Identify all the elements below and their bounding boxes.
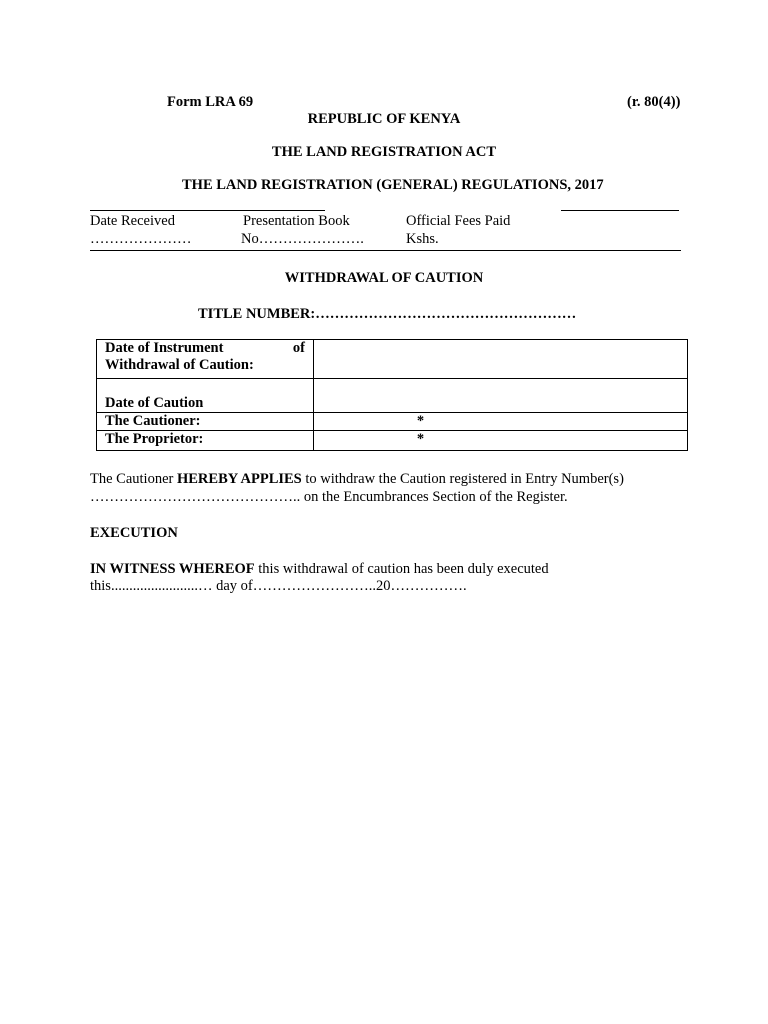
- form-number: Form LRA 69: [167, 94, 254, 110]
- title-number-field: TITLE NUMBER:………………………………………………: [198, 306, 577, 322]
- instrument-date-value-cell: [314, 340, 688, 379]
- form-title: WITHDRAWAL OF CAUTION: [284, 270, 484, 286]
- top-rule-right: [561, 210, 679, 211]
- application-paragraph-line2: …………………………………….. on the Encumbrances Section of the Register.: [90, 489, 568, 505]
- caution-details-table: [96, 339, 688, 451]
- table-row: [97, 340, 688, 379]
- cautioner-value: *: [314, 413, 688, 431]
- hereby-applies: HEREBY APPLIES: [176, 471, 302, 487]
- application-suffix: to withdraw the Caution registered in Entry Number(s): [301, 471, 624, 487]
- proprietor-label: The Proprietor:: [97, 431, 314, 451]
- table-row: [97, 413, 688, 431]
- table-row: [97, 431, 688, 451]
- receipt-bottom-rule: [90, 250, 681, 251]
- date-received-label: Date Received: [90, 213, 175, 229]
- witness-line1: [90, 561, 549, 578]
- republic-heading: REPUBLIC OF KENYA: [307, 111, 461, 127]
- cautioner-label: The Cautioner:: [97, 413, 314, 431]
- presentation-book-label: Presentation Book: [243, 213, 350, 229]
- rule-reference: (r. 80(4)): [627, 94, 681, 110]
- instrument-date-label-line2: Withdrawal of Caution:: [105, 357, 254, 373]
- presentation-book-number: No………………….: [241, 231, 364, 247]
- official-fees-label: Official Fees Paid: [406, 213, 511, 229]
- caution-date-label-cell: [97, 379, 314, 413]
- witness-line2: this........................… day of……………………..20…………….: [90, 578, 467, 594]
- act-heading: THE LAND REGISTRATION ACT: [271, 144, 497, 160]
- caution-date-value-cell: [314, 379, 688, 413]
- regulations-heading: THE LAND REGISTRATION (GENERAL) REGULATIONS, 2017: [182, 177, 604, 193]
- top-rule-left: [90, 210, 325, 211]
- proprietor-value: *: [314, 431, 688, 451]
- in-witness-whereof: IN WITNESS WHEREOF: [90, 561, 255, 577]
- application-paragraph-line1: [90, 471, 624, 488]
- table-row: [97, 379, 688, 413]
- caution-date-label: Date of Caution: [105, 395, 204, 411]
- instrument-date-label-word2: of: [292, 340, 305, 356]
- witness-suffix: this withdrawal of caution has been duly executed: [254, 561, 549, 577]
- instrument-date-label-word1: Date of Instrument: [105, 340, 224, 356]
- fees-currency: Kshs.: [406, 231, 439, 247]
- execution-heading: EXECUTION: [90, 525, 178, 541]
- instrument-date-label-cell: [97, 340, 314, 379]
- application-prefix: The Cautioner: [90, 471, 177, 487]
- date-received-field: …………………: [90, 231, 192, 247]
